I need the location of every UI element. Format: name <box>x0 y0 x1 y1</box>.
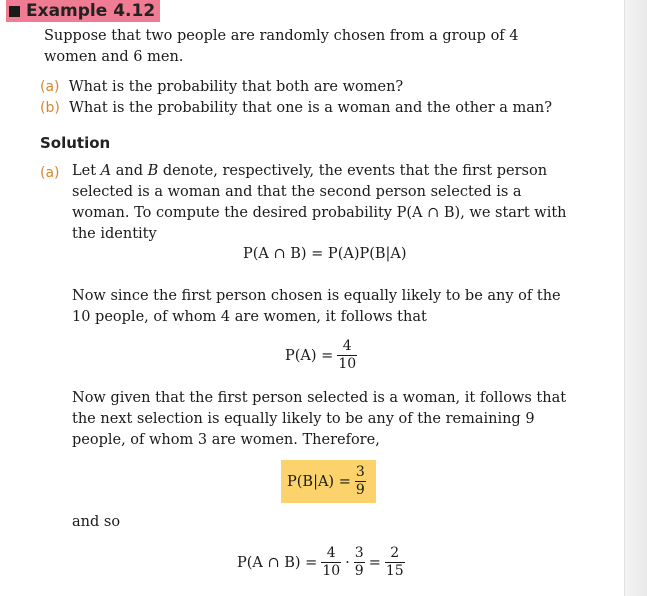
solution-paragraph-4: and so <box>72 514 121 530</box>
problem-intro: Suppose that two people are randomly chosen from a group of 4 women and 6 men. <box>44 28 519 65</box>
scrollbar-track[interactable] <box>624 0 647 596</box>
equation-p-b-given-a <box>281 460 376 503</box>
part-label: (b) <box>40 100 60 116</box>
square-bullet-icon <box>9 6 20 17</box>
equation-p-a-and-b <box>237 545 409 580</box>
equation-p-a <box>285 338 361 373</box>
equals-sign: = <box>368 554 381 571</box>
part-text: What is the probability that both are women? <box>68 79 404 95</box>
dot-operator: · <box>345 554 350 571</box>
equation-lhs: P(A ∩ B) = <box>237 554 318 571</box>
part-label: (a) <box>40 79 60 95</box>
equation-lhs: P(A) = <box>285 347 334 364</box>
solution-paragraph-2: Now since the first person chosen is equally likely to be any of the 10 people, of whom 4 are women, it follows that <box>72 288 561 325</box>
problem-part-b <box>40 98 552 119</box>
fraction: $\frac{4}{10}$ <box>338 338 357 372</box>
solution-paragraph-1: Let A and B denote, respectively, the events that the first person selected is a woman and that the second person selected is a woman. To compute the desired probability P(A ∩ B), we start with the identity <box>72 163 567 242</box>
fraction: $\frac{4}{10}$ <box>322 545 341 579</box>
fraction: $\frac{3}{9}$ <box>354 545 364 579</box>
solution-part-label: (a) <box>40 165 60 181</box>
problem-parts <box>40 77 552 119</box>
problem-part-a <box>40 77 552 98</box>
fraction: $\frac{2}{15}$ <box>385 545 404 579</box>
fraction: $\frac{3}{9}$ <box>355 464 365 498</box>
equation-lhs: P(B|A) = <box>287 473 351 490</box>
equation-identity: P(A ∩ B) = P(A)P(B|A) <box>243 246 407 262</box>
example-title: Example 4.12 <box>26 1 156 21</box>
solution-heading: Solution <box>40 134 111 152</box>
part-text: What is the probability that one is a woman and the other a man? <box>69 100 553 116</box>
solution-paragraph-3: Now given that the first person selected is a woman, it follows that the next selection is equally likely to be any of the remaining 9 people, of whom 3 are women. Therefore, <box>72 390 567 448</box>
example-header <box>6 0 160 22</box>
